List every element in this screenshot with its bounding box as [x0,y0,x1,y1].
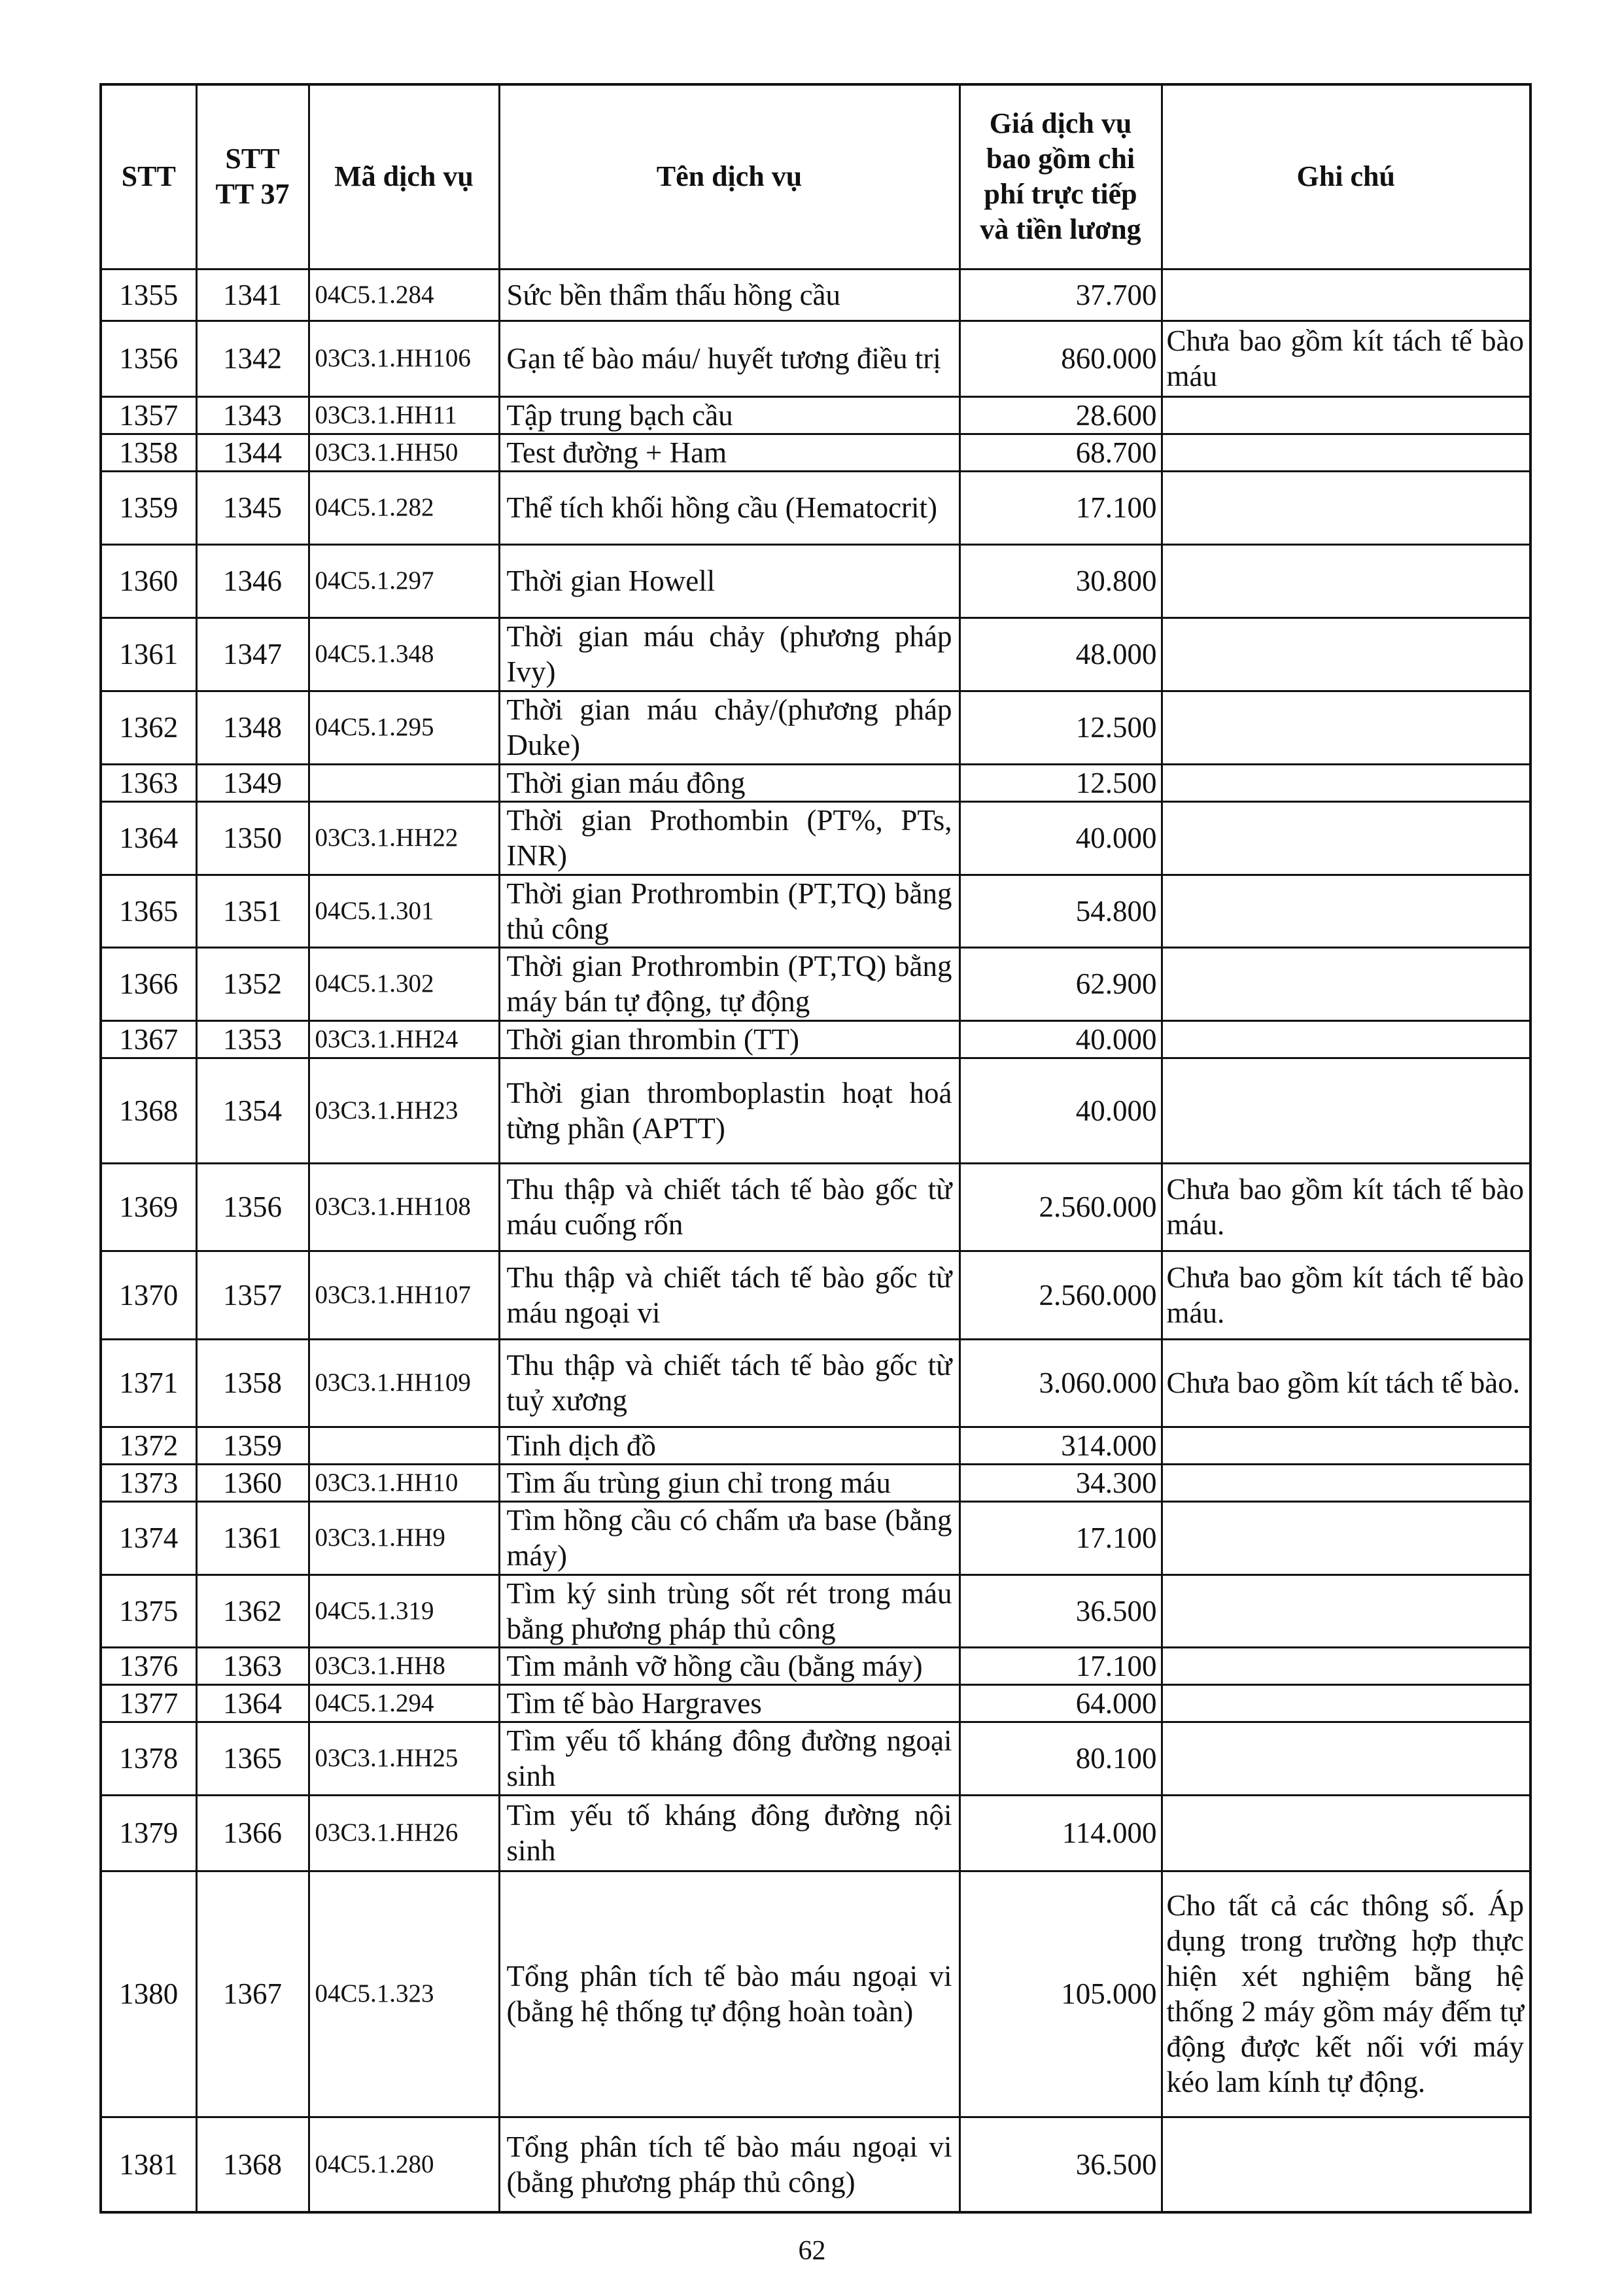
service-name-cell: Thời gian thromboplastin hoạt hoá từng phần (APTT) [499,1058,959,1163]
stt-tt37-cell: 1341 [196,269,309,321]
stt-cell: 1376 [101,1647,196,1684]
stt-cell: 1369 [101,1163,196,1251]
price-cell: 3.060.000 [959,1339,1162,1427]
table-row [101,1647,1530,1684]
table-row [101,396,1530,434]
table-row [101,544,1530,617]
price-cell: 40.000 [959,801,1162,875]
stt-tt37-cell: 1368 [196,2117,309,2212]
note-cell [1162,617,1530,691]
table-row [101,801,1530,875]
service-code-cell: 04C5.1.319 [309,1574,499,1647]
note-cell [1162,875,1530,947]
table-row [101,434,1530,471]
stt-cell: 1378 [101,1722,196,1795]
note-cell [1162,1427,1530,1464]
stt-cell: 1373 [101,1464,196,1501]
service-name-cell: Tìm tế bào Hargraves [499,1684,959,1722]
table-row [101,947,1530,1020]
stt-tt37-cell: 1360 [196,1464,309,1501]
header-service-name: Tên dịch vụ [499,84,959,269]
service-code-cell: 04C5.1.297 [309,544,499,617]
stt-cell: 1362 [101,691,196,764]
table-row [101,1464,1530,1501]
note-cell [1162,269,1530,321]
price-cell: 34.300 [959,1464,1162,1501]
stt-cell: 1358 [101,434,196,471]
table-row [101,1058,1530,1163]
stt-cell: 1372 [101,1427,196,1464]
header-price: Giá dịch vụ bao gồm chi phí trực tiếp và tiền lương [959,84,1162,269]
stt-tt37-cell: 1364 [196,1684,309,1722]
stt-cell: 1361 [101,617,196,691]
note-cell [1162,691,1530,764]
table-row [101,2117,1530,2212]
stt-tt37-cell: 1362 [196,1574,309,1647]
stt-tt37-cell: 1342 [196,321,309,396]
service-code-cell: 03C3.1.HH23 [309,1058,499,1163]
service-code-cell: 04C5.1.301 [309,875,499,947]
service-code-cell: 04C5.1.282 [309,471,499,544]
note-cell [1162,764,1530,801]
price-cell: 54.800 [959,875,1162,947]
service-name-cell: Thời gian Prothombin (PT%, PTs, INR) [499,801,959,875]
table-row [101,617,1530,691]
table-row [101,764,1530,801]
table-row [101,875,1530,947]
table-row [101,321,1530,396]
header-stt: STT [101,84,196,269]
note-cell: Chưa bao gồm kít tách tế bào máu [1162,321,1530,396]
price-cell: 17.100 [959,1647,1162,1684]
price-cell: 17.100 [959,471,1162,544]
table-row [101,1427,1530,1464]
service-price-table [99,83,1532,2214]
table-row [101,1339,1530,1427]
stt-cell: 1355 [101,269,196,321]
price-cell: 860.000 [959,321,1162,396]
stt-cell: 1363 [101,764,196,801]
stt-tt37-cell: 1344 [196,434,309,471]
stt-tt37-cell: 1349 [196,764,309,801]
price-cell: 62.900 [959,947,1162,1020]
stt-cell: 1375 [101,1574,196,1647]
stt-cell: 1374 [101,1501,196,1574]
stt-tt37-cell: 1356 [196,1163,309,1251]
service-code-cell: 03C3.1.HH26 [309,1795,499,1871]
price-cell: 314.000 [959,1427,1162,1464]
service-name-cell: Tinh dịch đồ [499,1427,959,1464]
price-cell: 80.100 [959,1722,1162,1795]
service-name-cell: Thời gian Howell [499,544,959,617]
header-note: Ghi chú [1162,84,1530,269]
service-name-cell: Thời gian thrombin (TT) [499,1020,959,1058]
price-cell: 28.600 [959,396,1162,434]
service-name-cell: Thu thập và chiết tách tế bào gốc từ máu cuống rốn [499,1163,959,1251]
note-cell [1162,544,1530,617]
stt-cell: 1377 [101,1684,196,1722]
service-name-cell: Thời gian máu chảy/(phương pháp Duke) [499,691,959,764]
service-code-cell: 03C3.1.HH25 [309,1722,499,1795]
note-cell: Chưa bao gồm kít tách tế bào máu. [1162,1251,1530,1339]
price-cell: 40.000 [959,1058,1162,1163]
note-cell [1162,1795,1530,1871]
stt-tt37-cell: 1346 [196,544,309,617]
stt-tt37-cell: 1354 [196,1058,309,1163]
stt-tt37-cell: 1351 [196,875,309,947]
service-name-cell: Gạn tế bào máu/ huyết tương điều trị [499,321,959,396]
service-name-cell: Tìm yếu tố kháng đông đường nội sinh [499,1795,959,1871]
service-name-cell: Sức bền thẩm thấu hồng cầu [499,269,959,321]
service-name-cell: Tập trung bạch cầu [499,396,959,434]
service-code-cell: 03C3.1.HH8 [309,1647,499,1684]
service-name-cell: Thu thập và chiết tách tế bào gốc từ tuỷ xương [499,1339,959,1427]
service-code-cell: 04C5.1.295 [309,691,499,764]
table-row [101,1684,1530,1722]
note-cell [1162,1722,1530,1795]
service-name-cell: Tìm mảnh vỡ hồng cầu (bằng máy) [499,1647,959,1684]
table-row [101,1871,1530,2117]
service-code-cell: 03C3.1.HH10 [309,1464,499,1501]
note-cell [1162,2117,1530,2212]
stt-cell: 1370 [101,1251,196,1339]
table-row [101,269,1530,321]
service-code-cell: 04C5.1.284 [309,269,499,321]
service-name-cell: Thu thập và chiết tách tế bào gốc từ máu ngoại vi [499,1251,959,1339]
table-row [101,471,1530,544]
stt-tt37-cell: 1365 [196,1722,309,1795]
stt-cell: 1379 [101,1795,196,1871]
stt-tt37-cell: 1343 [196,396,309,434]
price-cell: 37.700 [959,269,1162,321]
table-header [101,84,1530,269]
service-name-cell: Tìm ký sinh trùng sốt rét trong máu bằng phương pháp thủ công [499,1574,959,1647]
stt-tt37-cell: 1367 [196,1871,309,2117]
header-service-code: Mã dịch vụ [309,84,499,269]
service-name-cell: Tổng phân tích tế bào máu ngoại vi (bằng hệ thống tự động hoàn toàn) [499,1871,959,2117]
header-stt-tt37: STT TT 37 [196,84,309,269]
service-code-cell: 03C3.1.HH109 [309,1339,499,1427]
page-number: 62 [798,2236,826,2266]
table-row [101,1163,1530,1251]
table-row [101,1795,1530,1871]
price-cell: 36.500 [959,1574,1162,1647]
price-cell: 64.000 [959,1684,1162,1722]
note-cell [1162,1058,1530,1163]
price-cell: 105.000 [959,1871,1162,2117]
price-cell: 48.000 [959,617,1162,691]
service-code-cell: 03C3.1.HH22 [309,801,499,875]
price-cell: 68.700 [959,434,1162,471]
service-code-cell: 03C3.1.HH107 [309,1251,499,1339]
stt-cell: 1359 [101,471,196,544]
note-cell: Cho tất cả các thông số. Áp dụng trong trường hợp thực hiện xét nghiệm bằng hệ thống 2 máy gồm máy đếm tự động được kết nối với máy kéo lam kính tự động. [1162,1871,1530,2117]
stt-tt37-cell: 1347 [196,617,309,691]
price-cell: 2.560.000 [959,1251,1162,1339]
service-name-cell: Tìm hồng cầu có chấm ưa base (bằng máy) [499,1501,959,1574]
price-cell: 40.000 [959,1020,1162,1058]
stt-cell: 1365 [101,875,196,947]
table-body [101,269,1530,2212]
note-cell [1162,1464,1530,1501]
stt-tt37-cell: 1345 [196,471,309,544]
price-cell: 36.500 [959,2117,1162,2212]
service-name-cell: Thể tích khối hồng cầu (Hematocrit) [499,471,959,544]
table-row [101,1722,1530,1795]
stt-tt37-cell: 1358 [196,1339,309,1427]
service-code-cell: 04C5.1.348 [309,617,499,691]
service-code-cell: 03C3.1.HH11 [309,396,499,434]
stt-cell: 1380 [101,1871,196,2117]
service-code-cell: 04C5.1.294 [309,1684,499,1722]
stt-tt37-cell: 1366 [196,1795,309,1871]
service-code-cell [309,764,499,801]
stt-cell: 1360 [101,544,196,617]
service-code-cell: 03C3.1.HH24 [309,1020,499,1058]
stt-tt37-cell: 1359 [196,1427,309,1464]
stt-cell: 1364 [101,801,196,875]
table-row [101,1501,1530,1574]
stt-cell: 1357 [101,396,196,434]
stt-cell: 1381 [101,2117,196,2212]
note-cell: Chưa bao gồm kít tách tế bào máu. [1162,1163,1530,1251]
stt-tt37-cell: 1353 [196,1020,309,1058]
table-row [101,1574,1530,1647]
service-code-cell: 03C3.1.HH106 [309,321,499,396]
service-code-cell [309,1427,499,1464]
price-cell: 17.100 [959,1501,1162,1574]
service-name-cell: Tìm ấu trùng giun chỉ trong máu [499,1464,959,1501]
service-code-cell: 03C3.1.HH9 [309,1501,499,1574]
note-cell [1162,396,1530,434]
service-code-cell: 03C3.1.HH108 [309,1163,499,1251]
note-cell [1162,801,1530,875]
stt-cell: 1368 [101,1058,196,1163]
note-cell [1162,1501,1530,1574]
price-cell: 30.800 [959,544,1162,617]
stt-tt37-cell: 1348 [196,691,309,764]
service-name-cell: Thời gian máu chảy (phương pháp Ivy) [499,617,959,691]
stt-cell: 1366 [101,947,196,1020]
note-cell [1162,1574,1530,1647]
service-name-cell: Tìm yếu tố kháng đông đường ngoại sinh [499,1722,959,1795]
stt-cell: 1371 [101,1339,196,1427]
service-name-cell: Test đường + Ham [499,434,959,471]
service-code-cell: 03C3.1.HH50 [309,434,499,471]
note-cell [1162,1020,1530,1058]
note-cell [1162,1684,1530,1722]
table-row [101,1251,1530,1339]
service-name-cell: Thời gian Prothrombin (PT,TQ) bằng thủ công [499,875,959,947]
stt-tt37-cell: 1352 [196,947,309,1020]
stt-cell: 1356 [101,321,196,396]
stt-tt37-cell: 1357 [196,1251,309,1339]
note-cell [1162,1647,1530,1684]
note-cell [1162,947,1530,1020]
table-row [101,1020,1530,1058]
service-name-cell: Thời gian máu đông [499,764,959,801]
note-cell [1162,434,1530,471]
price-cell: 12.500 [959,764,1162,801]
stt-tt37-cell: 1350 [196,801,309,875]
service-name-cell: Tổng phân tích tế bào máu ngoại vi (bằng phương pháp thủ công) [499,2117,959,2212]
note-cell: Chưa bao gồm kít tách tế bào. [1162,1339,1530,1427]
stt-tt37-cell: 1363 [196,1647,309,1684]
service-code-cell: 04C5.1.302 [309,947,499,1020]
stt-tt37-cell: 1361 [196,1501,309,1574]
price-cell: 12.500 [959,691,1162,764]
service-code-cell: 04C5.1.280 [309,2117,499,2212]
service-name-cell: Thời gian Prothrombin (PT,TQ) bằng máy bán tự động, tự động [499,947,959,1020]
table-row [101,691,1530,764]
note-cell [1162,471,1530,544]
price-cell: 114.000 [959,1795,1162,1871]
price-cell: 2.560.000 [959,1163,1162,1251]
stt-cell: 1367 [101,1020,196,1058]
header-row [101,84,1530,269]
service-code-cell: 04C5.1.323 [309,1871,499,2117]
